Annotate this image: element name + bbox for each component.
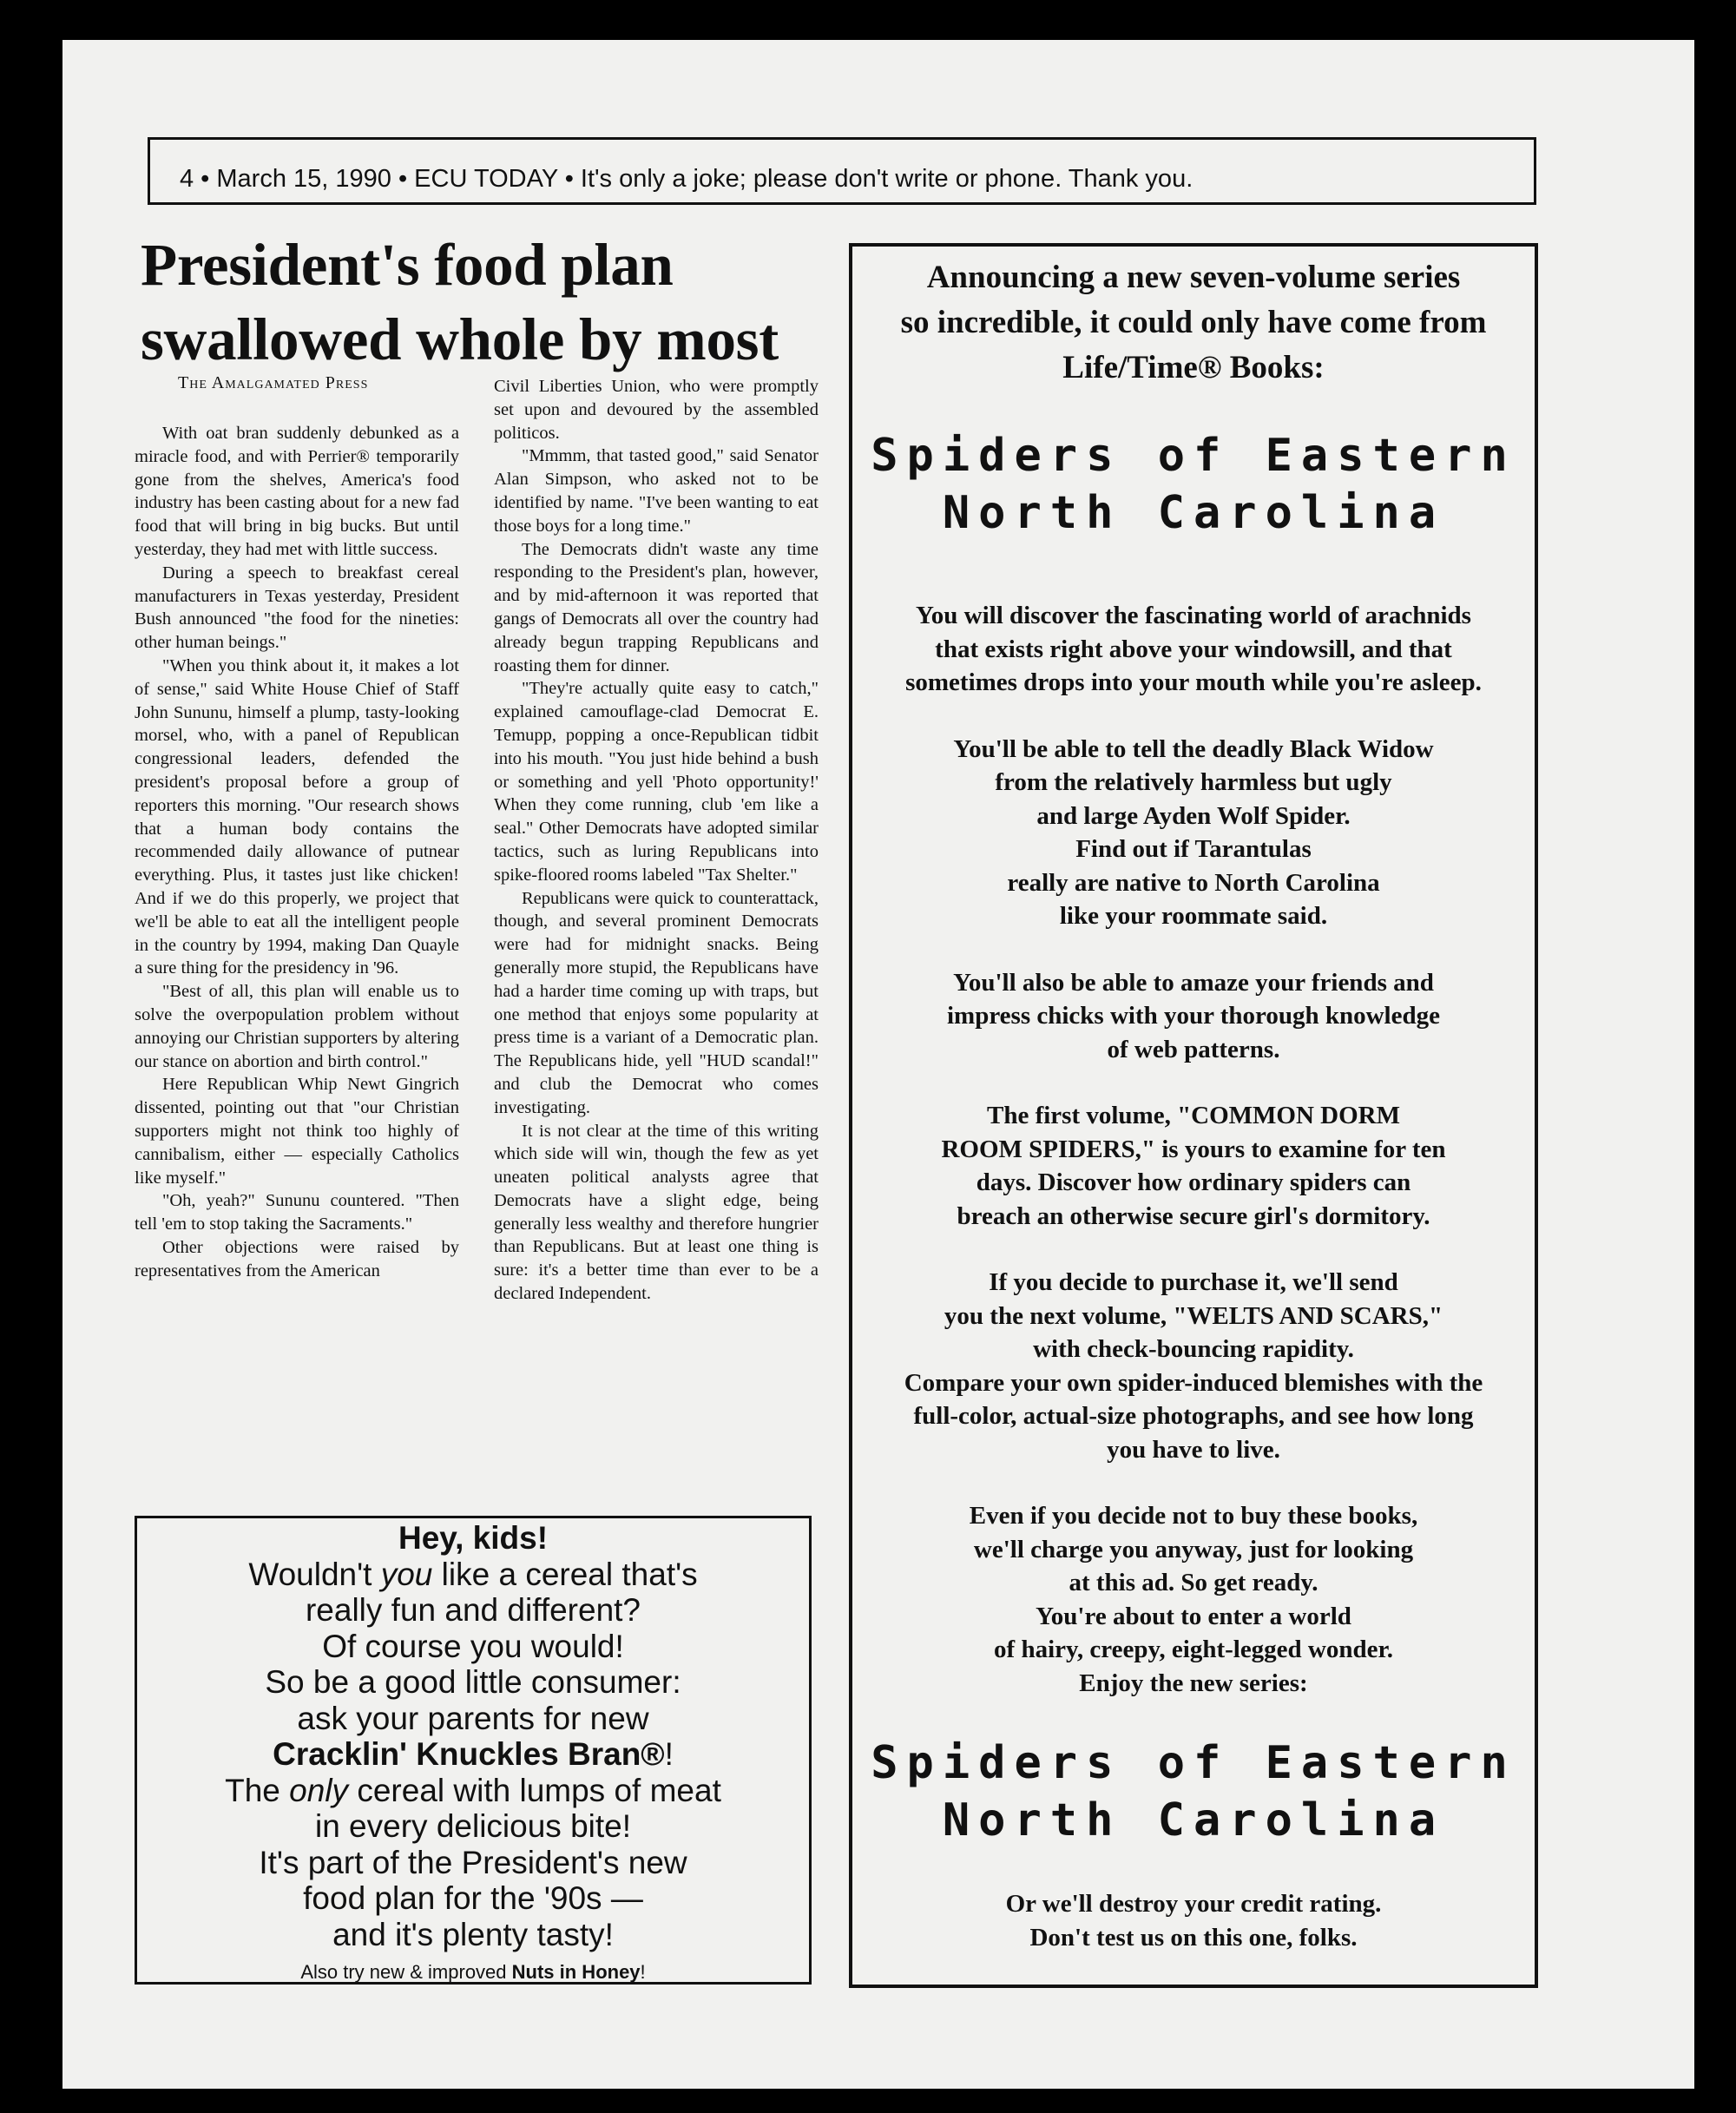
ad-line: The only cereal with lumps of meat xyxy=(225,1772,721,1808)
ad-line: Of course you would! xyxy=(322,1628,624,1664)
ad-intro: Announcing a new seven-volume series so incredible, it could only have come from Life/Time® Books: xyxy=(900,260,1487,385)
paragraph: It is not clear at the time of this writing which side will win, though the few as yet uneaten political analysts agree that Democrats have a slight edge, being generally less wealthy and therefore hungrier than Republicans. But at least one thing is sure: it's a better time than ever to be a declared Independent. xyxy=(494,1121,819,1304)
paragraph: Other objections were raised by representatives from the American xyxy=(135,1237,459,1280)
ad-paragraph-6: Even if you decide not to buy these books, we'll charge you anyway, just for looking at this ad. So get ready. You're about to enter a world of hairy, creepy, eight-legged wonder. Enjoy the new series: xyxy=(969,1502,1418,1697)
cereal-advertisement xyxy=(135,1516,812,1985)
paragraph: The Democrats didn't waste any time responding to the President's plan, however, and by mid-afternoon it was reported that gangs of Democrats all over the country had already begun trapping Republicans and roasting them for dinner. xyxy=(494,539,819,675)
paragraph: "Oh, yeah?" Sununu countered. "Then tell 'em to stop taking the Sacraments." xyxy=(135,1191,459,1234)
ad-closing: Or we'll destroy your credit rating. Don't test us on this one, folks. xyxy=(1005,1890,1382,1952)
ad-line: Wouldn't you like a cereal that's xyxy=(248,1556,698,1592)
ad-line: and it's plenty tasty! xyxy=(332,1916,614,1952)
header-text: 4 • March 15, 1990 • ECU TODAY • It's only a joke; please don't write or phone. Thank you. xyxy=(180,164,1194,193)
ad-line: food plan for the '90s — xyxy=(303,1880,643,1916)
paragraph: "When you think about it, it makes a lot of sense," said White House Chief of Staff John Sununu, himself a plump, tasty-looking morsel, who, with a panel of Republican congressional leaders, defended the president's proposal before a group of reporters this morning. "Our research shows that a human body contains the recommended daily allowance of putnear everything. Plus, it tastes just like chicken! And if we do this properly, we project that we'll be able to eat all the intelligent people in the country by 1994, making Dan Quayle a sure thing for the presidency in '96. xyxy=(135,655,459,978)
ad-line: Hey, kids! xyxy=(398,1520,549,1556)
ad-paragraph-5: If you decide to purchase it, we'll send you the next volume, "WELTS AND SCARS," with check-bouncing rapidity. Compare your own spider-induced blemishes with the full-color, actual-size photographs, and see how long you have to live. xyxy=(904,1268,1483,1464)
ad-paragraph-4: The first volume, "COMMON DORM ROOM SPIDERS," is yours to examine for ten days. Discover how ordinary spiders can breach an otherwise secure girl's dormitory. xyxy=(941,1102,1446,1230)
paragraph: "Best of all, this plan will enable us to solve the overpopulation problem without annoying our Christian supporters by altering our stance on abortion and birth control." xyxy=(135,982,459,1071)
ad-line: really fun and different? xyxy=(305,1592,641,1628)
ad-line: It's part of the President's new xyxy=(259,1844,687,1880)
paragraph: Here Republican Whip Newt Gingrich dissented, pointing out that "our Christian supporters might not think too highly of cannibalism, either — especially Catholics like myself." xyxy=(135,1075,459,1188)
ad-line: in every delicious bite! xyxy=(314,1808,632,1844)
ad-line: ask your parents for new xyxy=(297,1700,649,1736)
ad-line: Also try new & improved Nuts in Honey! xyxy=(300,1961,646,1983)
article-column-2 xyxy=(494,375,819,1306)
article-headline: President's food plan swallowed whole by most xyxy=(141,232,779,372)
paragraph: "Mmmm, that tasted good," said Senator Alan Simpson, who asked not to be identified by name. "I've been wanting to eat those boys for a long time." xyxy=(494,446,819,536)
article-byline: The Amalgamated Press xyxy=(178,373,369,392)
ad-paragraph-2: You'll be able to tell the deadly Black Widow from the relatively harmless but ugly and large Ayden Wolf Spider. Find out if Tarantulas really are native to North Carolina like your roommate said. xyxy=(953,734,1434,930)
spider-book-advertisement xyxy=(849,243,1538,1988)
paragraph: Civil Liberties Union, who were promptly set upon and devoured by the assembled politicos. xyxy=(494,377,819,443)
series-title-repeat: Spiders of Eastern North Carolina xyxy=(871,1737,1516,1846)
ad-paragraph-1: You will discover the fascinating world of arachnids that exists right above your windowsill, and that sometimes drops into your mouth while you're asleep. xyxy=(905,602,1482,696)
article-column-1 xyxy=(135,422,459,1282)
ad-paragraph-3: You'll also be able to amaze your friends and impress chicks with your thorough knowledge of web patterns. xyxy=(946,968,1440,1063)
series-title: Spiders of Eastern North Carolina xyxy=(871,430,1516,539)
paragraph: "They're actually quite easy to catch," explained camouflage-clad Democrat E. Temupp, popping a once-Republican tidbit into his mouth. "You just hide behind a bush or something and yell 'Photo opportunity!' When they come running, club 'em like a seal." Other Democrats have adopted similar tactics, such as luring Republicans into spike-floored rooms labeled "Tax Shelter." xyxy=(494,679,819,885)
page-header xyxy=(148,137,1536,205)
ad-line: So be a good little consumer: xyxy=(265,1664,681,1700)
paragraph: During a speech to breakfast cereal manufacturers in Texas yesterday, President Bush announced "the food for the nineties: other human beings." xyxy=(135,563,459,653)
paragraph: With oat bran suddenly debunked as a miracle food, and with Perrier® temporarily gone from the shelves, America's food industry has been casting about for a new fad food that will bring in big bucks. But until yesterday, they had met with little success. xyxy=(135,424,459,559)
paragraph: Republicans were quick to counterattack, though, and several prominent Democrats were had for midnight snacks. Being generally more stupid, the Republicans have had a harder time coming up with traps, but one method that enjoys some popularity at press time is a variant of a Democratic plan. The Republicans hide, yell "HUD scandal!" and club the Democrat who comes investigating. xyxy=(494,888,819,1117)
ad-line: Cracklin' Knuckles Bran®! xyxy=(273,1736,674,1772)
